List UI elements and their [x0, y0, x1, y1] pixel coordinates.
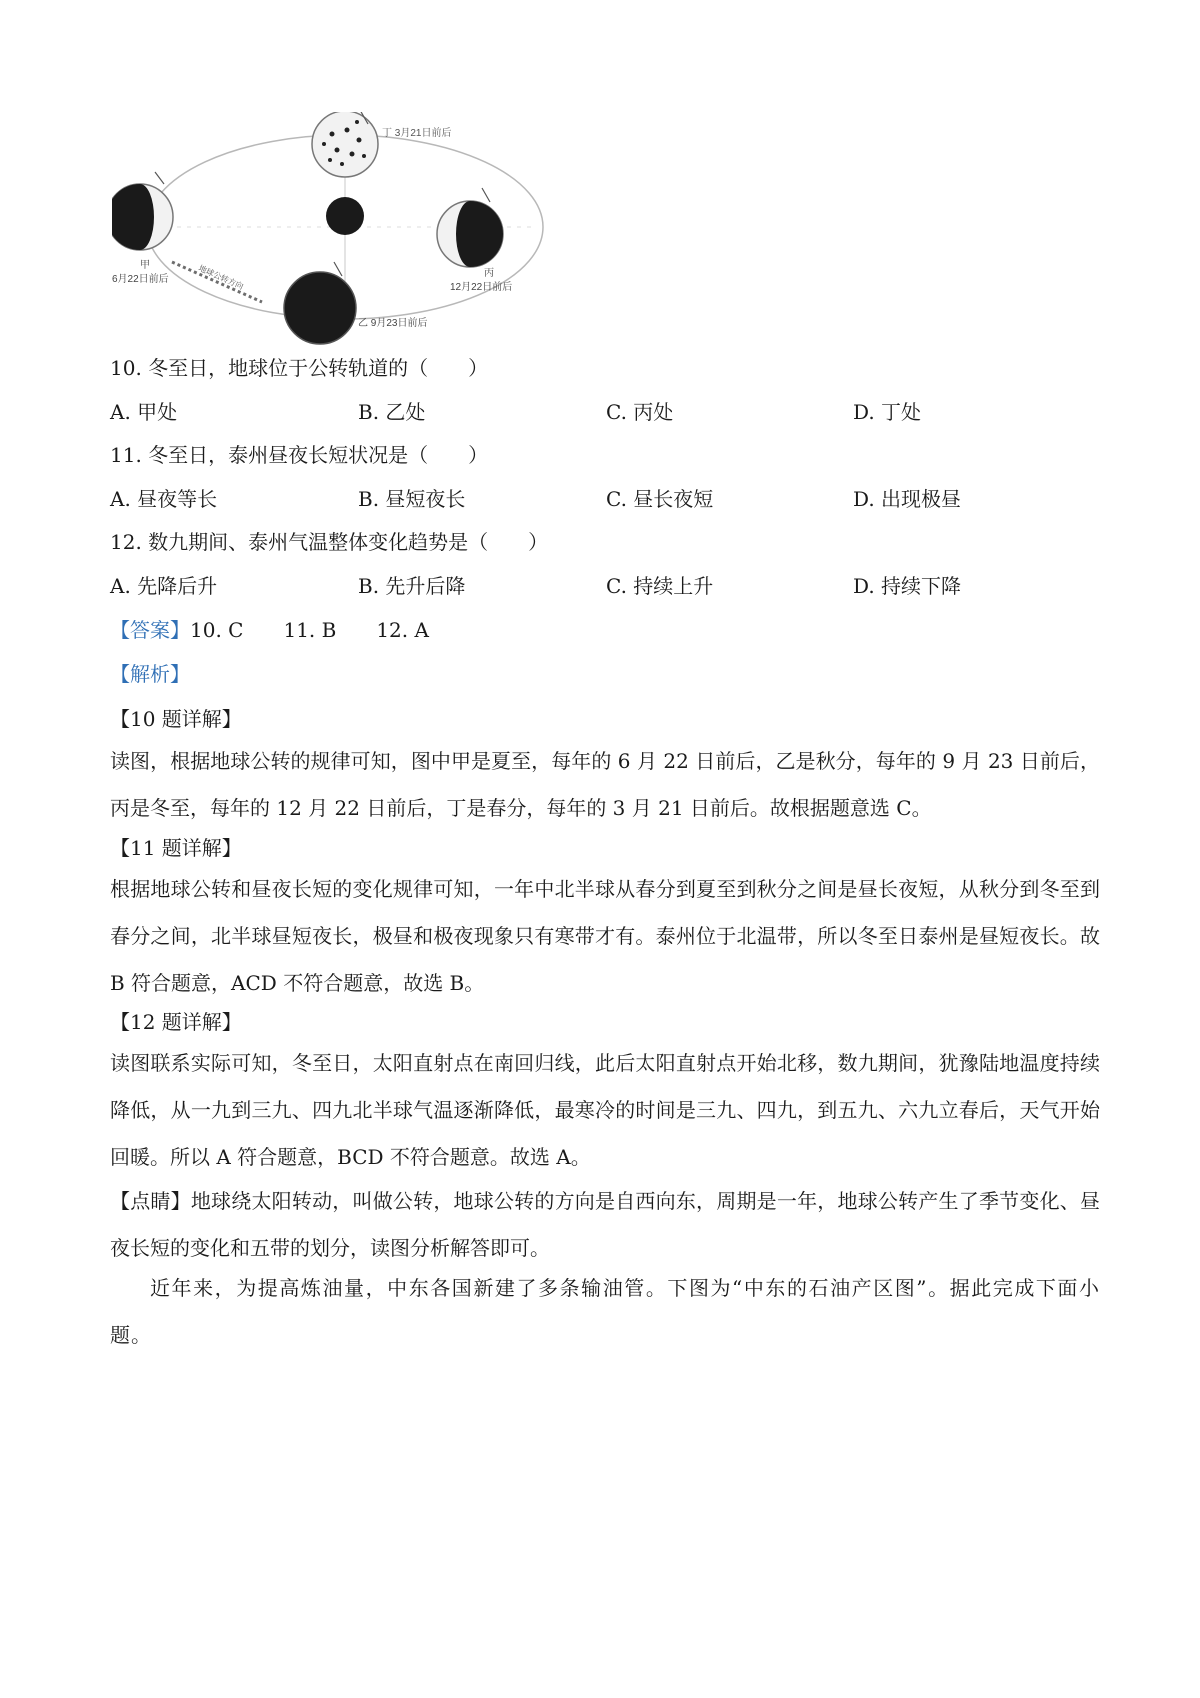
label-jia-name: 甲: [140, 260, 150, 271]
answer-line: [110, 615, 429, 645]
earth-ding-icon: [312, 112, 378, 177]
tip-label: 【点睛】: [110, 1189, 191, 1213]
detail-text: 读图，根据地球公转的规律可知，图中甲是夏至，每年的 6 月 22 日前后，乙是秋分，每年的 9 月 23 日前后，丙是冬至，每年的 12 月 22 日前后，丁是春分，每年的 3 月 21 日前后。故根据题意选 C。: [110, 749, 1100, 820]
question-stem: 10. 冬至日，地球位于公转轨道的（ ）: [110, 356, 489, 380]
earth-jia-icon: [112, 172, 173, 250]
label-bing-name: 丙: [484, 268, 494, 279]
answer-text: 10. C 11. B 12. A: [190, 618, 429, 642]
answer-label: 【答案】: [110, 618, 190, 642]
earth-revolution-diagram: [112, 112, 572, 362]
label-bing-date: 12月22日前后: [450, 282, 513, 293]
label-jia-date: 6月22日前后: [112, 274, 169, 285]
next-intro-paragraph: 近年来，为提高炼油量，中东各国新建了多条输油管。下图为“中东的石油产区图”。据此完成下面小题。: [110, 1276, 1100, 1347]
earth-bing-icon: [437, 188, 503, 267]
option-a: A. 昼夜等长: [110, 487, 218, 511]
label-ding: 丁 3月21日前后: [382, 128, 452, 139]
option-d: D. 丁处: [853, 400, 922, 424]
sun-icon: [326, 197, 364, 235]
option-b: B. 乙处: [358, 400, 426, 424]
option-b: B. 先升后降: [358, 574, 466, 598]
detail-heading: 【12 题详解】: [110, 1010, 242, 1034]
question-stem: 12. 数九期间、泰州气温整体变化趋势是（ ）: [110, 530, 549, 554]
label-yi: 乙 9月23日前后: [358, 318, 428, 329]
option-c: C. 持续上升: [606, 574, 714, 598]
detail-heading: 【10 题详解】: [110, 707, 242, 731]
analysis-label: 【解析】: [110, 662, 190, 686]
option-b: B. 昼短夜长: [358, 487, 466, 511]
detail-text: 根据地球公转和昼夜长短的变化规律可知，一年中北半球从春分到夏至到秋分之间是昼长夜短，从秋分到冬至到春分之间，北半球昼短夜长，极昼和极夜现象只有寒带才有。泰州位于北温带，所以冬至日泰州是昼短夜长。故 B 符合题意，ACD 不符合题意，故选 B。: [110, 877, 1100, 995]
option-a: A. 甲处: [110, 400, 178, 424]
option-d: D. 出现极昼: [853, 487, 962, 511]
tip-paragraph: [110, 1178, 1100, 1272]
option-a: A. 先降后升: [110, 574, 218, 598]
detail-text: 读图联系实际可知，冬至日，太阳直射点在南回归线，此后太阳直射点开始北移，数九期间，犹豫陆地温度持续降低，从一九到三九、四九北半球气温逐渐降低，最寒冷的时间是三九、四九，到五九、六九立春后，天气开始回暖。所以 A 符合题意，BCD 不符合题意。故选 A。: [110, 1051, 1100, 1169]
option-d: D. 持续下降: [853, 574, 962, 598]
option-c: C. 丙处: [606, 400, 674, 424]
detail-heading: 【11 题详解】: [110, 836, 242, 860]
question-stem: 11. 冬至日，泰州昼夜长短状况是（ ）: [110, 443, 489, 467]
tip-text: 地球绕太阳转动，叫做公转，地球公转的方向是自西向东，周期是一年，地球公转产生了季节变化、昼夜长短的变化和五带的划分，读图分析解答即可。: [110, 1189, 1101, 1260]
option-c: C. 昼长夜短: [606, 487, 714, 511]
orbit-direction-label: 地球公转方向: [197, 263, 245, 292]
